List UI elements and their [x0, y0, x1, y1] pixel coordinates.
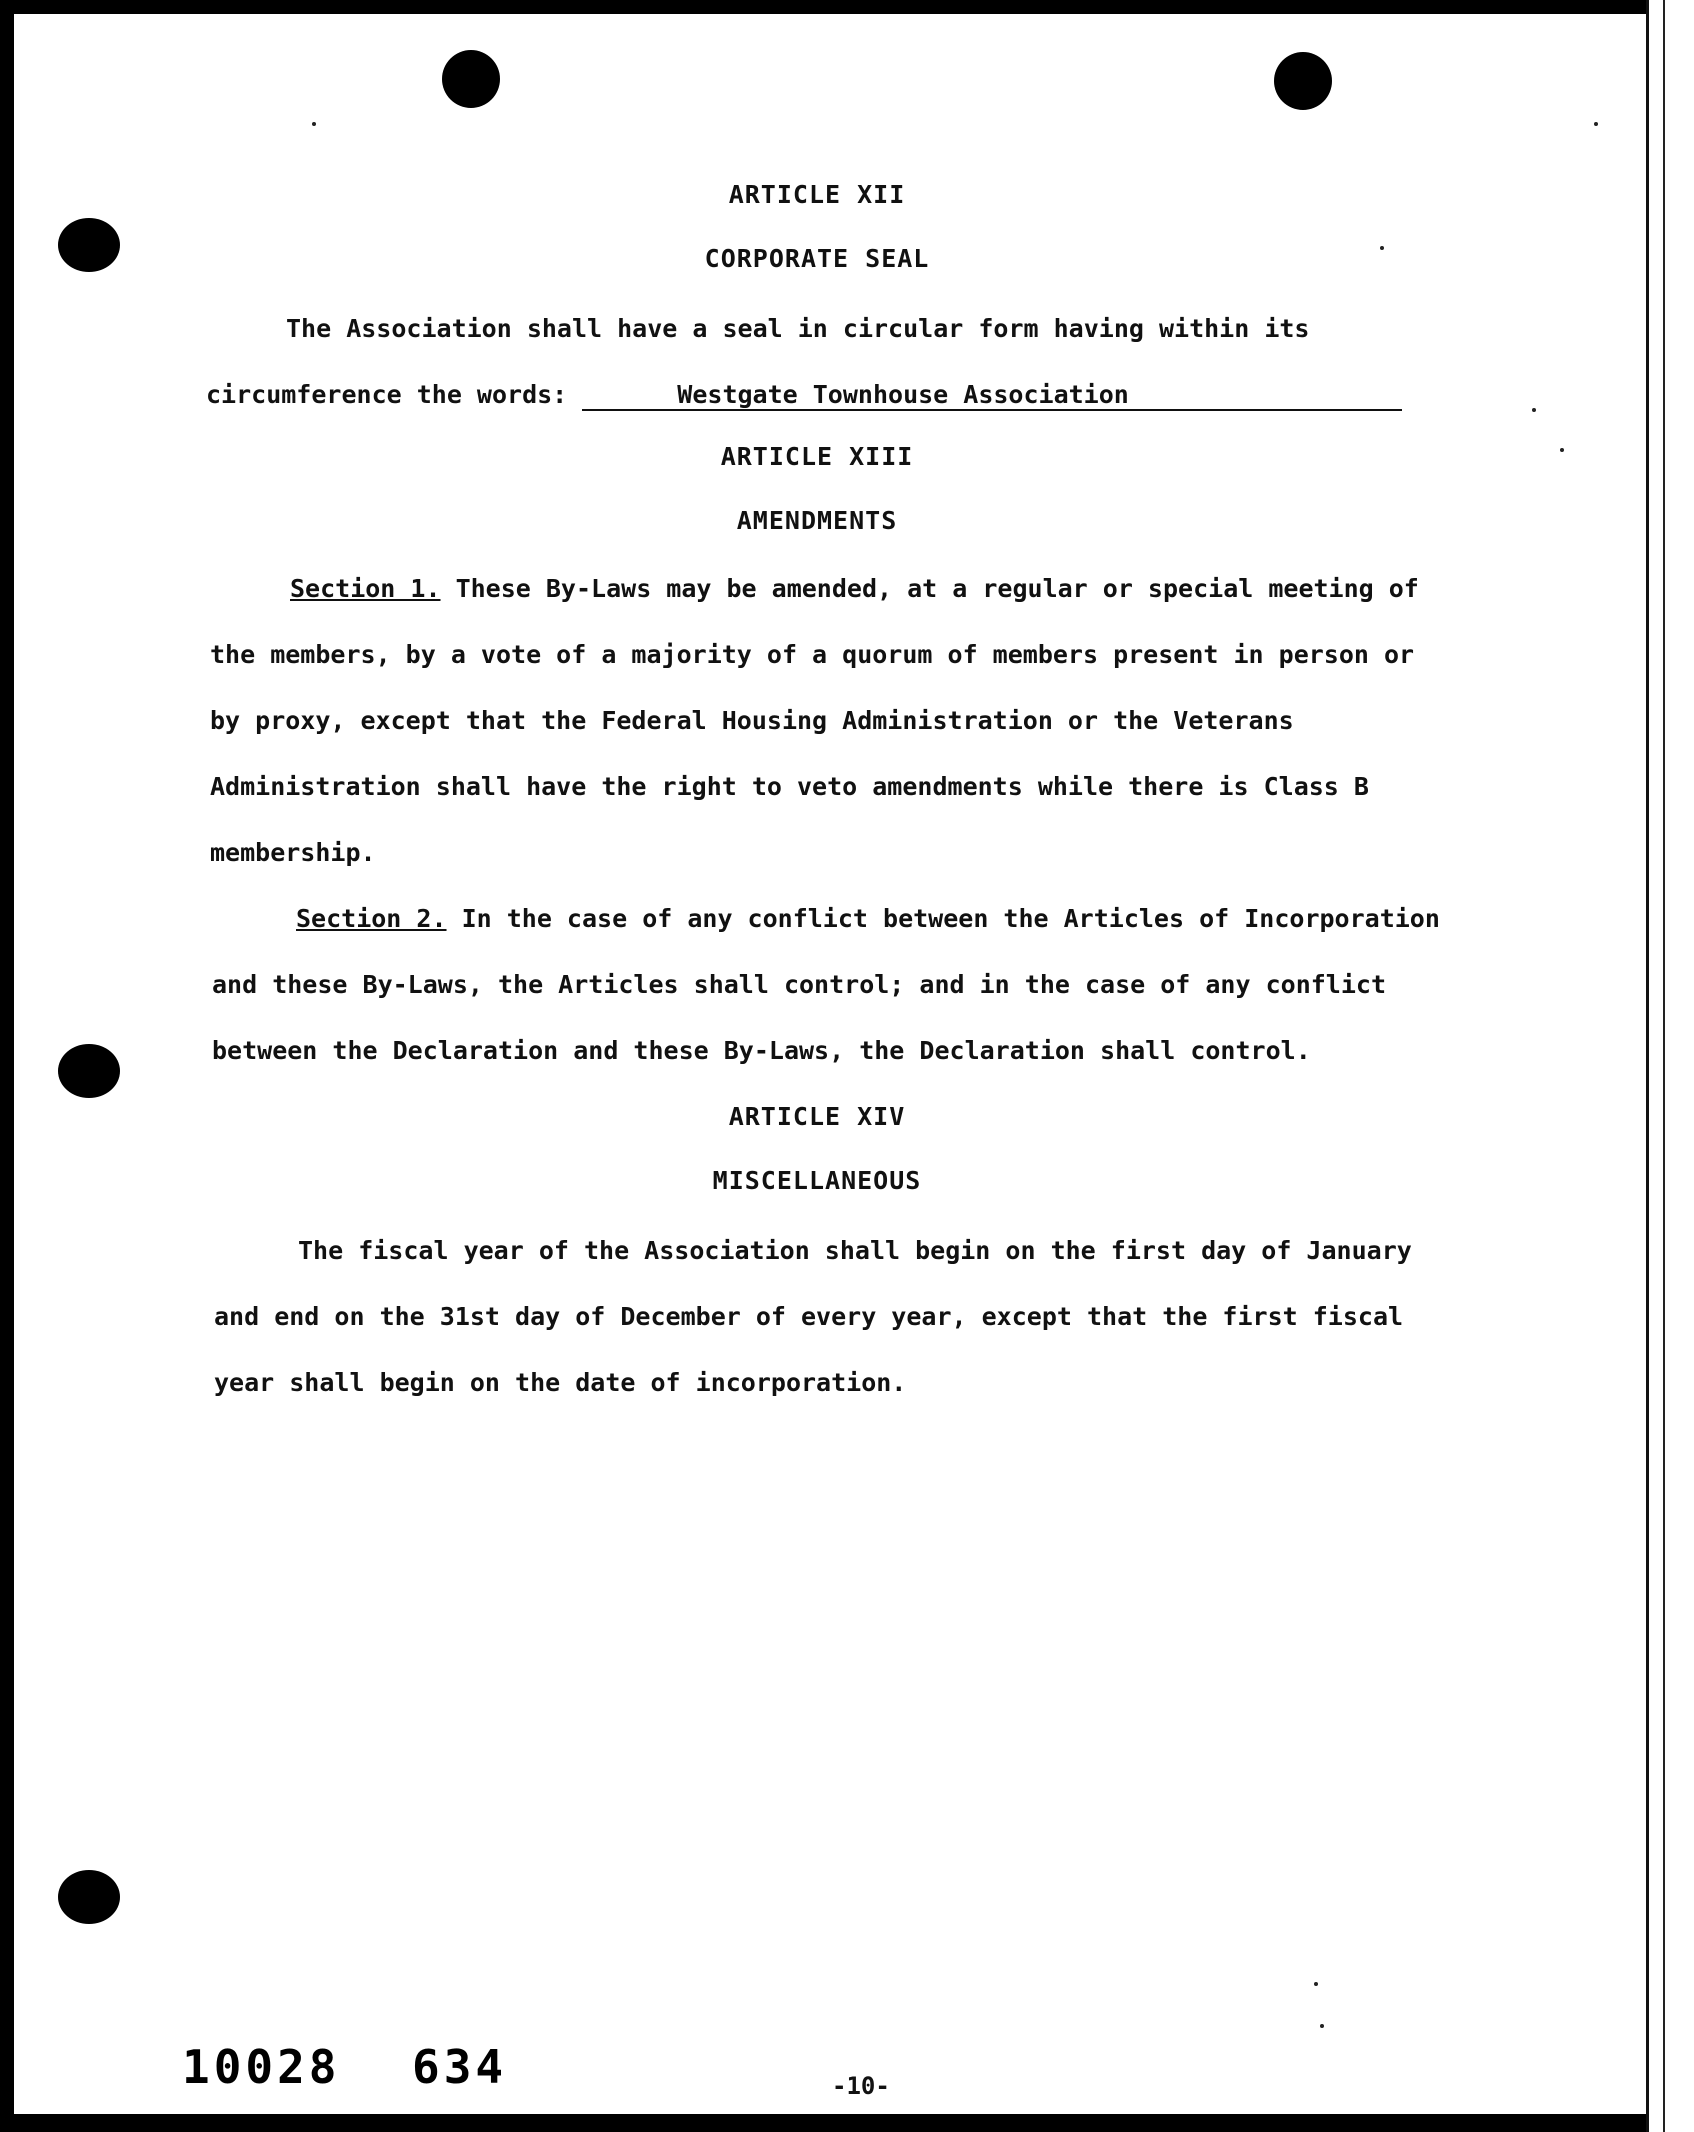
punch-hole-left-middle — [58, 1044, 120, 1098]
article-xiv-line1: The fiscal year of the Association shall begin on the first day of January — [298, 1236, 1412, 1265]
section1-line2: the members, by a vote of a majority of a quorum of members present in person or — [210, 640, 1415, 669]
punch-hole-top-right — [1274, 52, 1332, 110]
page-number: -10- — [832, 2072, 890, 2100]
section2-line1 — [296, 904, 1440, 933]
seal-words-prefix: circumference the words: — [206, 380, 568, 409]
scan-speck — [312, 122, 316, 126]
punch-hole-top-left — [442, 50, 500, 108]
article-xii-text-line1: The Association shall have a seal in circular form having within its — [286, 314, 1310, 343]
article-xiii-title: AMENDMENTS — [736, 506, 898, 535]
section2-line3: between the Declaration and these By-Laws, the Declaration shall control. — [212, 1036, 1311, 1065]
scan-speck — [1320, 2024, 1324, 2028]
section2-text: In the case of any conflict between the Articles of Incorporation — [461, 904, 1440, 933]
section2-line2: and these By-Laws, the Articles shall control; and in the case of any conflict — [212, 970, 1386, 999]
article-xii-text-line2 — [206, 380, 1402, 411]
document-page — [14, 14, 1646, 2114]
section1-text: These By-Laws may be amended, at a regular or special meeting of — [455, 574, 1419, 603]
scan-edge — [1646, 0, 1694, 2132]
article-xiv-title: MISCELLANEOUS — [712, 1166, 922, 1195]
article-xiv-line3: year shall begin on the date of incorporation. — [214, 1368, 907, 1397]
section1-line4: Administration shall have the right to veto amendments while there is Class B — [210, 772, 1369, 801]
record-number: 10028 — [182, 2040, 341, 2094]
section1-label: Section 1. — [290, 574, 441, 603]
article-xiii-heading: ARTICLE XIII — [720, 442, 914, 471]
punch-hole-left-lower — [58, 1870, 120, 1924]
scan-speck — [1314, 1982, 1318, 1986]
article-xii-title: CORPORATE SEAL — [704, 244, 930, 273]
scan-speck — [1560, 448, 1564, 452]
record-page: 634 — [412, 2040, 508, 2094]
section1-line5: membership. — [210, 838, 376, 867]
article-xii-heading: ARTICLE XII — [728, 180, 906, 209]
section1-line1 — [290, 574, 1419, 603]
scan-speck — [1594, 122, 1598, 126]
section2-label: Section 2. — [296, 904, 447, 933]
article-xiv-heading: ARTICLE XIV — [728, 1102, 906, 1131]
article-xiv-line2: and end on the 31st day of December of every year, except that the first fiscal — [214, 1302, 1404, 1331]
scan-speck — [1532, 408, 1536, 412]
section1-line3: by proxy, except that the Federal Housing Administration or the Veterans — [210, 706, 1294, 735]
seal-words-field: Westgate Townhouse Association — [582, 380, 1402, 411]
scan-speck — [1380, 246, 1384, 250]
